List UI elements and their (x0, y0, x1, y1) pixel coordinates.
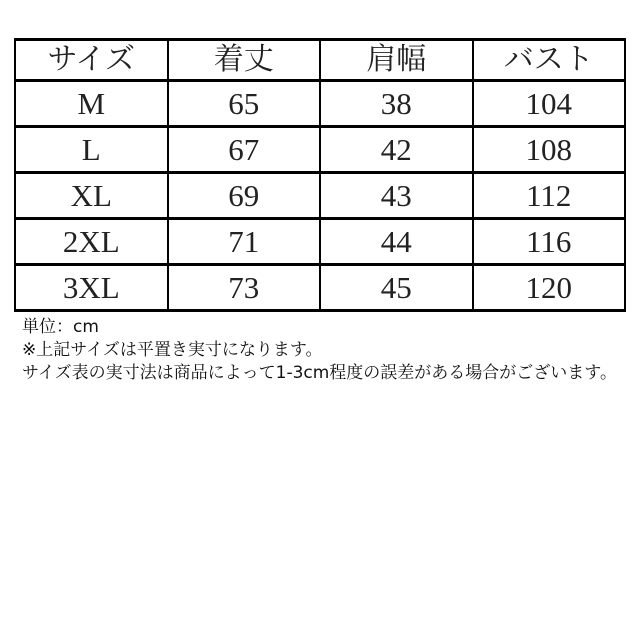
header-cell-bust: バスト (473, 40, 626, 81)
value-cell: 108 (473, 127, 626, 173)
size-cell: 2XL (15, 219, 168, 265)
value-cell: 38 (320, 81, 473, 127)
value-cell: 104 (473, 81, 626, 127)
value-cell: 116 (473, 219, 626, 265)
value-cell: 42 (320, 127, 473, 173)
table-row-3xl (15, 265, 625, 311)
value-cell: 67 (168, 127, 321, 173)
value-cell: 44 (320, 219, 473, 265)
table-row-l (15, 127, 625, 173)
size-table-head (15, 40, 625, 81)
header-cell-length: 着丈 (168, 40, 321, 81)
header-cell-shoulder: 肩幅 (320, 40, 473, 81)
table-header-row (15, 40, 625, 81)
size-table-body (15, 81, 625, 311)
size-cell: XL (15, 173, 168, 219)
value-cell: 45 (320, 265, 473, 311)
value-cell: 112 (473, 173, 626, 219)
notes (22, 316, 636, 385)
value-cell: 43 (320, 173, 473, 219)
value-cell: 69 (168, 173, 321, 219)
unit-note: 単位：cm (22, 317, 99, 337)
value-cell: 65 (168, 81, 321, 127)
size-table (14, 38, 626, 312)
value-cell: 73 (168, 265, 321, 311)
size-cell: M (15, 81, 168, 127)
table-row-m (15, 81, 625, 127)
size-cell: 3XL (15, 265, 168, 311)
value-cell: 120 (473, 265, 626, 311)
header-cell-size: サイズ (15, 40, 168, 81)
table-row-2xl (15, 219, 625, 265)
tolerance-note: サイズ表の実寸法は商品によって1-3cm程度の誤差がある場合がございます。 (22, 363, 617, 383)
value-cell: 71 (168, 219, 321, 265)
table-row-xl (15, 173, 625, 219)
size-cell: L (15, 127, 168, 173)
flat-measure-note: ※上記サイズは平置き実寸になります。 (22, 340, 323, 360)
